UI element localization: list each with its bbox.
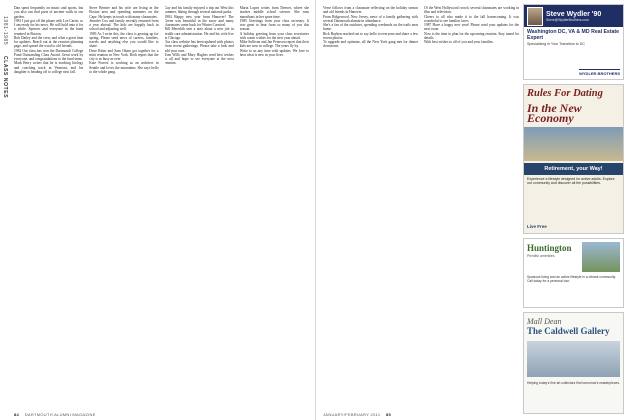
note-paragraph: Steve Bernier and his wife are living in the Boston area and spending summers on the Cape. He keeps in touch with many classmates. <box>89 6 159 19</box>
page-number: 84 <box>14 412 20 417</box>
note-paragraph: Jennifer Cox and family recently returned from a year abroad. The kids are happily back in school and adjusting well. <box>89 18 159 32</box>
left-columns <box>14 6 309 406</box>
huntington-photo <box>582 242 620 272</box>
note-paragraph: A holiday greeting from your class secretaries with warm wishes for the new year ahead. <box>239 31 309 40</box>
note-paragraph: Mark Berry writes that he is teaching biology and coaching track in Vermont, and his daughter is heading off to college next fall. <box>14 61 84 74</box>
retirement-text: Experience a lifestyle designed for active adults. Explore our community and discover all the possibilities. <box>527 177 615 186</box>
right-footer <box>323 412 391 417</box>
wydler-logo: WYDLER BROTHERS <box>579 71 620 76</box>
note-paragraph: Cheers to all who made it to the fall homecoming. It was wonderful to see familiar faces. <box>424 14 519 23</box>
agent-name: Steve Wydler '90 <box>546 10 602 18</box>
caldwell-ad[interactable] <box>523 312 624 414</box>
side-label <box>2 16 12 106</box>
note-paragraph: 1985 Greetings from your class secretary. It was great to hear from so many of you this season. <box>239 18 309 32</box>
note-paragraph: 1987 Have a happy new year! Please send your updates for the next issue. <box>424 23 519 32</box>
note-paragraph: Dave Ritter and Sam Ohara got together for a mini reunion in New York. Both report that the city is as busy as ever. <box>89 48 159 61</box>
column-2 <box>89 6 158 406</box>
caldwell-text: Helping today's fine art collectors find tomorrow's masterpieces. <box>527 381 620 385</box>
wydler-ad[interactable] <box>523 4 624 80</box>
note-paragraph: Of the West Hollywood crowd, several classmates are working in film and television. <box>424 6 519 15</box>
caldwell-logo: The Caldwell Gallery <box>527 326 610 336</box>
publication-name: DARTMOUTH ALUMNI MAGAZINE <box>24 412 96 417</box>
retirement-banner: Retirement, your Way! <box>524 163 623 175</box>
note-paragraph: To upgrade and optimize, all the New York gang met for dinner downtown. <box>323 40 418 49</box>
note-paragraph: Gay and his family enjoyed a trip out West this summer, hiking through several national parks. <box>164 6 234 15</box>
note-paragraph: 1983 As I write this, the class is gearing up for spring. Please send news of careers, families, travels and anything else you would like to share. <box>89 31 159 49</box>
column-3 <box>165 6 234 406</box>
side-title: CLASS NOTES <box>2 56 8 99</box>
column-5 <box>323 6 418 406</box>
note-paragraph: Verse follows from a classmate reflecting on the holiday season and old friends in Hanover. <box>323 6 418 15</box>
note-paragraph: Our class website has been updated with photos from recent gatherings. Please take a look and add your own. <box>164 40 234 53</box>
retirement-photo <box>524 127 623 161</box>
huntington-subtitle: Plentiful amenities <box>527 254 555 258</box>
note-paragraph: Rick Bayken reached out to say hello to everyone and share a few recent photos. <box>323 31 418 40</box>
huntington-ad[interactable] <box>523 238 624 308</box>
wydler-title: Washington DC, VA & MD Real Estate Expert <box>527 29 620 41</box>
note-paragraph: With best wishes to all of you and your families. <box>424 40 494 44</box>
ad-column <box>523 4 624 408</box>
note-paragraph: Dan spent frequently on music and sports, but you also can find parts of ancient walls in our garden. <box>14 6 84 19</box>
note-paragraph: Bill Meredith sent a note about a new job in health care administration. He and his wife live in Chicago. <box>164 27 234 40</box>
note-paragraph: Mike Sullivan and Jan Peterson report that their kids are now in college. The years fly by. <box>239 40 309 49</box>
note-paragraph: Kate Forrest is working as an architect in Seattle and loves the mountains. She says hello to the whole gang. <box>89 61 159 74</box>
side-years: 1981-1985 <box>2 16 8 46</box>
retirement-ad[interactable] <box>523 84 624 234</box>
note-paragraph: Tom Wills and Mary Hughes send best wishes to all and hope to see everyone at the next reunion. <box>164 52 234 66</box>
note-paragraph: Rob Dailey and the crew, and what a great time for updates. Reach out at the reunion planning page, and spread the word to old friends. <box>14 35 84 49</box>
wydler-header <box>524 5 623 27</box>
note-paragraph: Now is the time to plan for the upcoming reunion. Stay tuned for details. <box>424 31 519 40</box>
rules-headline-2: In the New Economy <box>527 101 582 125</box>
note-paragraph: Maria Lopez writes from Denver, where she teaches middle school science. She runs marathons in her spare time. <box>239 6 309 19</box>
note-paragraph: 1984 Happy new year from Hanover! The Green was beautiful in the snow and many classmates came back for Winter Carnival. <box>164 14 234 27</box>
right-columns <box>323 6 519 406</box>
column-6 <box>424 6 519 406</box>
caldwell-artwork <box>527 341 620 377</box>
wydler-tagline: Specializing in Your Transition to DC <box>527 42 585 46</box>
issue-date: JANUARY/FEBRUARY 2011 <box>323 412 381 417</box>
left-footer <box>14 412 96 417</box>
note-paragraph: 1981 I just got off the phone with Lee Carter, so I am ready for his news. He will hold onto it for a while. Spencer and everyone in the band reunited in Boston. <box>14 18 84 36</box>
huntington-text: Spacious living and an active lifestyle in a vibrant community. Call today for a personal tour. <box>527 275 616 283</box>
column-4 <box>240 6 309 406</box>
column-1 <box>14 6 83 406</box>
caldwell-heading: Mall Dean <box>527 317 562 326</box>
huntington-logo: Huntington <box>527 243 572 253</box>
page-number: 85 <box>386 412 392 417</box>
right-page <box>317 0 628 420</box>
note-paragraph: 1982 Our class has won the Dartmouth College Fund Outstanding Class Award. Great work by everyone, and congratulations to the fund team. <box>14 48 84 61</box>
agent-photo <box>527 7 543 26</box>
retirement-footer: Live Free <box>527 224 547 229</box>
rules-headline-1: Rules For Dating <box>527 88 603 99</box>
agent-email[interactable]: Steve@WydlerBrothers.com <box>546 17 589 22</box>
note-paragraph: She's a fan of the outdoors, spending weekends on the trails near home. <box>323 23 418 32</box>
note-paragraph: From Ridgewood, New Jersey, news of a family gathering with several Dartmouth alumni in attendance. <box>323 14 418 23</box>
note-paragraph: Write to us any time with updates. We love to hear what is new in your lives. <box>239 48 309 57</box>
